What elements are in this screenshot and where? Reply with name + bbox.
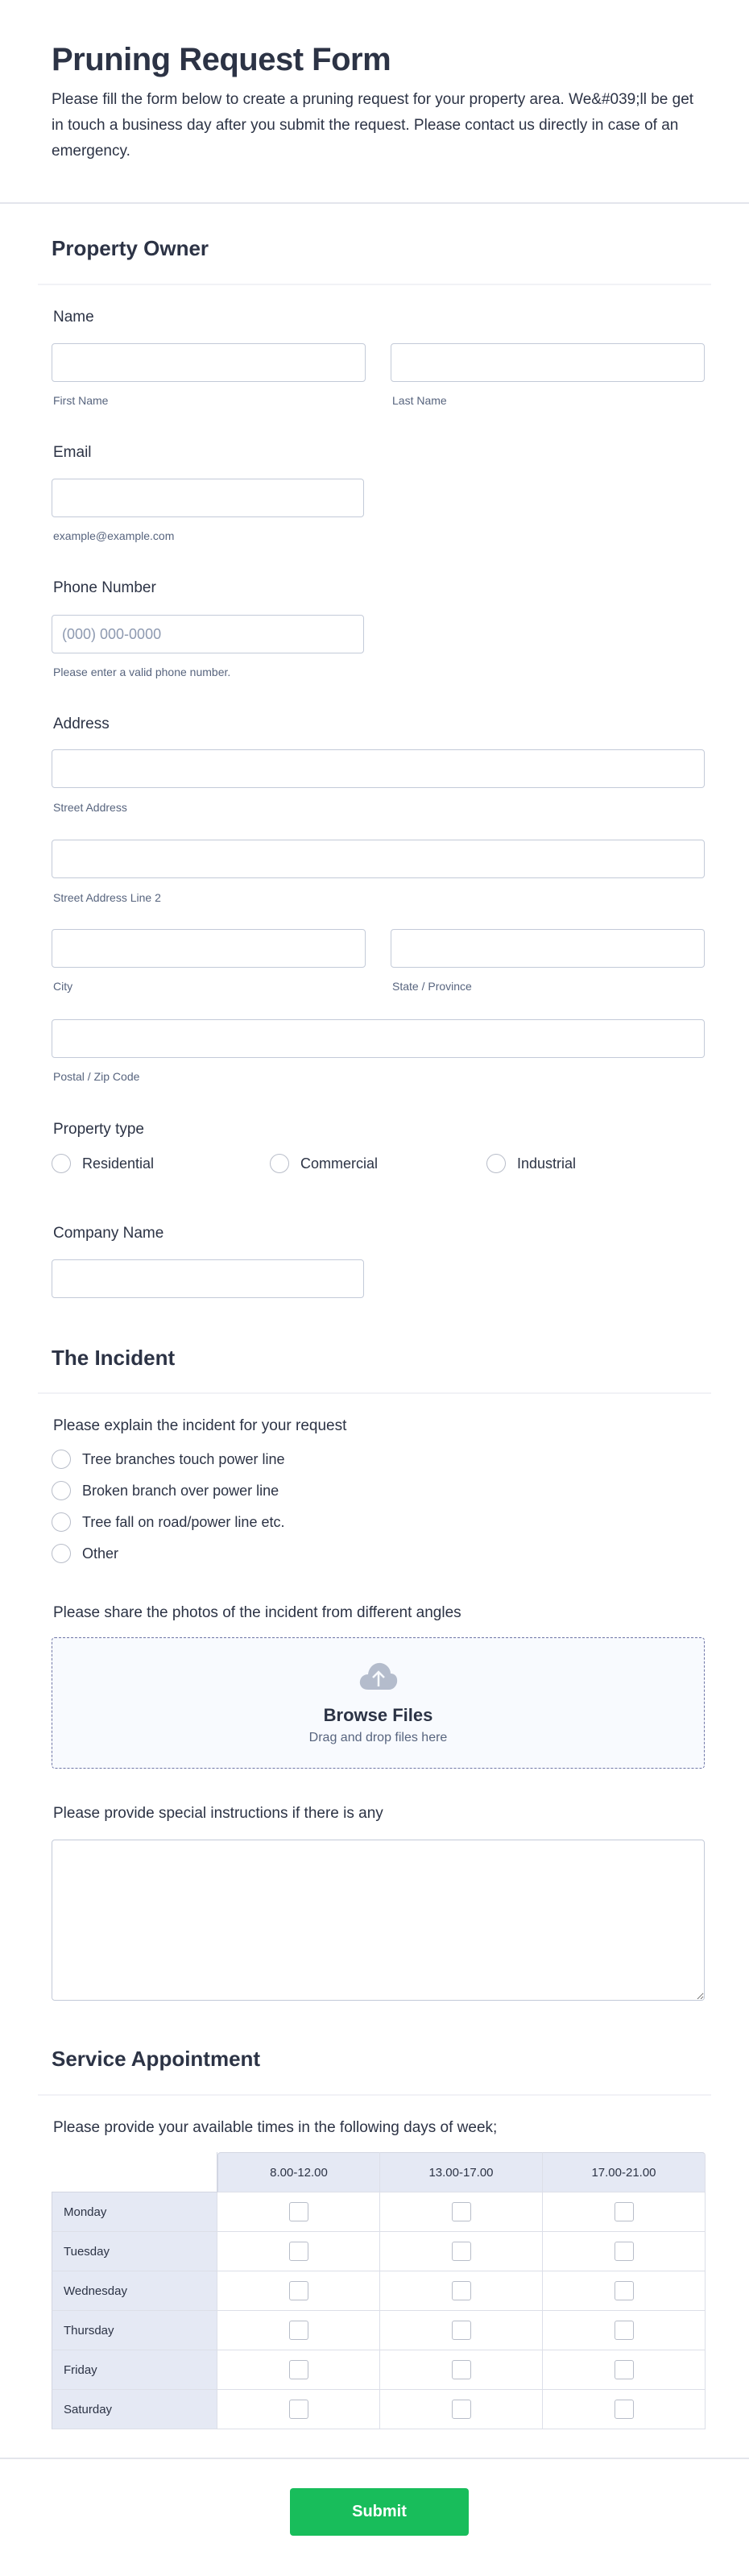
state-field[interactable] [391, 929, 705, 968]
availability-checkbox[interactable] [289, 2202, 308, 2221]
matrix-row [52, 2192, 706, 2232]
matrix-cell [217, 2232, 380, 2271]
postal-code-field[interactable] [52, 1019, 705, 1058]
email-sublabel: example@example.com [53, 529, 175, 542]
header-divider [0, 202, 749, 204]
last-name-field[interactable] [391, 343, 705, 382]
matrix-cell [543, 2192, 706, 2232]
availability-checkbox[interactable] [615, 2400, 634, 2419]
radio-label: Tree branches touch power line [82, 1450, 285, 1467]
column-header: 13.00-17.00 [380, 2152, 543, 2192]
city-input[interactable] [52, 930, 365, 967]
matrix-cell [543, 2271, 706, 2311]
state-sublabel: State / Province [392, 980, 472, 993]
radio-label: Other [82, 1545, 119, 1562]
last-name-input[interactable] [391, 344, 704, 381]
availability-checkbox[interactable] [289, 2242, 308, 2261]
matrix-row [52, 2350, 706, 2390]
matrix-corner [52, 2152, 217, 2192]
special-instructions-label: Please provide special instructions if there is any [53, 1805, 383, 1822]
street-address-sublabel: Street Address [53, 801, 127, 814]
availability-label: Please provide your available times in the following days of week; [53, 2119, 498, 2136]
matrix-cell [543, 2350, 706, 2390]
browse-files-button[interactable]: Browse Files [323, 1705, 433, 1725]
first-name-field[interactable] [52, 343, 366, 382]
availability-checkbox[interactable] [452, 2281, 471, 2300]
property-type-label: Property type [53, 1121, 144, 1138]
page-title: Pruning Request Form [52, 42, 391, 77]
availability-checkbox[interactable] [289, 2360, 308, 2379]
section-divider [38, 2094, 711, 2096]
cloud-upload-icon [358, 1661, 399, 1691]
postal-code-sublabel: Postal / Zip Code [53, 1070, 140, 1083]
availability-checkbox[interactable] [452, 2400, 471, 2419]
radio-circle[interactable] [52, 1450, 71, 1469]
radio-label: Commercial [300, 1155, 379, 1172]
radio-broken-branch[interactable] [52, 1481, 279, 1500]
availability-checkbox[interactable] [452, 2321, 471, 2340]
row-header: Monday [52, 2192, 217, 2232]
matrix-row [52, 2311, 706, 2350]
email-input[interactable] [52, 479, 363, 516]
matrix-cell [217, 2350, 380, 2390]
availability-checkbox[interactable] [289, 2281, 308, 2300]
matrix-cell [217, 2192, 380, 2232]
section-title-property-owner: Property Owner [52, 236, 209, 260]
availability-checkbox[interactable] [615, 2242, 634, 2261]
row-header: Tuesday [52, 2232, 217, 2271]
section-title-incident: The Incident [52, 1346, 176, 1370]
matrix-cell [217, 2271, 380, 2311]
matrix-row [52, 2390, 706, 2429]
availability-checkbox[interactable] [452, 2360, 471, 2379]
submit-button[interactable]: Submit [290, 2488, 469, 2536]
radio-label: Residential [82, 1155, 155, 1172]
city-field[interactable] [52, 929, 366, 968]
column-header: 8.00-12.00 [217, 2152, 380, 2192]
radio-tree-fall[interactable] [52, 1512, 284, 1532]
address-label: Address [53, 716, 110, 732]
company-name-input[interactable] [52, 1260, 363, 1297]
column-header: 17.00-21.00 [543, 2152, 706, 2192]
phone-sublabel: Please enter a valid phone number. [53, 666, 231, 678]
matrix-cell [380, 2232, 543, 2271]
photos-label: Please share the photos of the incident from different angles [53, 1604, 461, 1621]
company-name-label: Company Name [53, 1225, 164, 1242]
radio-industrial[interactable] [486, 1154, 576, 1173]
matrix-cell [380, 2390, 543, 2429]
matrix-cell [380, 2271, 543, 2311]
email-label: Email [53, 444, 92, 461]
matrix-cell [380, 2311, 543, 2350]
matrix-cell [543, 2390, 706, 2429]
phone-label: Phone Number [53, 579, 156, 596]
form-description: Please fill the form below to create a pruning request for your property area. We&#039;ll be get in touch a business day after you submit the request. Please contact us directly in case of an emergency. [52, 91, 694, 160]
row-header: Thursday [52, 2311, 217, 2350]
matrix-row [52, 2271, 706, 2311]
section-divider [38, 1392, 711, 1394]
availability-checkbox[interactable] [289, 2321, 308, 2340]
last-name-sublabel: Last Name [392, 394, 447, 407]
state-input[interactable] [391, 930, 704, 967]
availability-checkbox[interactable] [452, 2242, 471, 2261]
radio-label: Broken branch over power line [82, 1482, 279, 1499]
special-instructions-textarea[interactable] [52, 1840, 704, 2000]
radio-tree-branches[interactable] [52, 1450, 284, 1469]
phone-input[interactable] [52, 616, 363, 653]
row-header: Saturday [52, 2390, 217, 2429]
radio-other[interactable] [52, 1544, 118, 1563]
availability-checkbox[interactable] [615, 2281, 634, 2300]
matrix-cell [380, 2350, 543, 2390]
drag-drop-hint: Drag and drop files here [308, 1731, 448, 1744]
matrix-cell [380, 2192, 543, 2232]
row-header: Friday [52, 2350, 217, 2390]
name-label: Name [53, 309, 94, 326]
footer-divider [0, 2458, 749, 2459]
first-name-input[interactable] [52, 344, 365, 381]
email-field[interactable] [52, 479, 364, 517]
city-sublabel: City [53, 980, 73, 993]
radio-commercial[interactable] [270, 1154, 378, 1173]
availability-checkbox[interactable] [615, 2202, 634, 2221]
first-name-sublabel: First Name [53, 394, 109, 407]
section-title-appointment: Service Appointment [52, 2047, 261, 2071]
radio-circle[interactable] [52, 1512, 71, 1532]
street-address-input[interactable] [52, 750, 704, 787]
availability-matrix [52, 2152, 706, 2429]
matrix-row [52, 2232, 706, 2271]
street-address-field[interactable] [52, 749, 705, 788]
street-address-line2-input[interactable] [52, 840, 704, 877]
street-address-line2-sublabel: Street Address Line 2 [53, 891, 161, 904]
matrix-cell [217, 2311, 380, 2350]
radio-label: Industrial [517, 1155, 577, 1172]
availability-checkbox[interactable] [615, 2321, 634, 2340]
radio-circle[interactable] [52, 1544, 71, 1563]
phone-field[interactable] [52, 615, 364, 653]
availability-checkbox[interactable] [289, 2400, 308, 2419]
matrix-cell [543, 2311, 706, 2350]
radio-circle[interactable] [52, 1154, 71, 1173]
matrix-cell [217, 2390, 380, 2429]
street-address-line2-field[interactable] [52, 840, 705, 878]
company-name-field[interactable] [52, 1259, 364, 1298]
postal-code-input[interactable] [52, 1020, 704, 1057]
section-divider [38, 284, 711, 285]
file-upload-dropzone[interactable] [52, 1637, 705, 1769]
row-header: Wednesday [52, 2271, 217, 2311]
availability-checkbox[interactable] [615, 2360, 634, 2379]
radio-circle[interactable] [486, 1154, 506, 1173]
availability-checkbox[interactable] [452, 2202, 471, 2221]
incident-explain-label: Please explain the incident for your request [53, 1417, 347, 1434]
matrix-cell [543, 2232, 706, 2271]
radio-label: Tree fall on road/power line etc. [82, 1513, 285, 1530]
radio-circle[interactable] [270, 1154, 289, 1173]
special-instructions-field[interactable] [52, 1840, 705, 2001]
radio-residential[interactable] [52, 1154, 154, 1173]
radio-circle[interactable] [52, 1481, 71, 1500]
